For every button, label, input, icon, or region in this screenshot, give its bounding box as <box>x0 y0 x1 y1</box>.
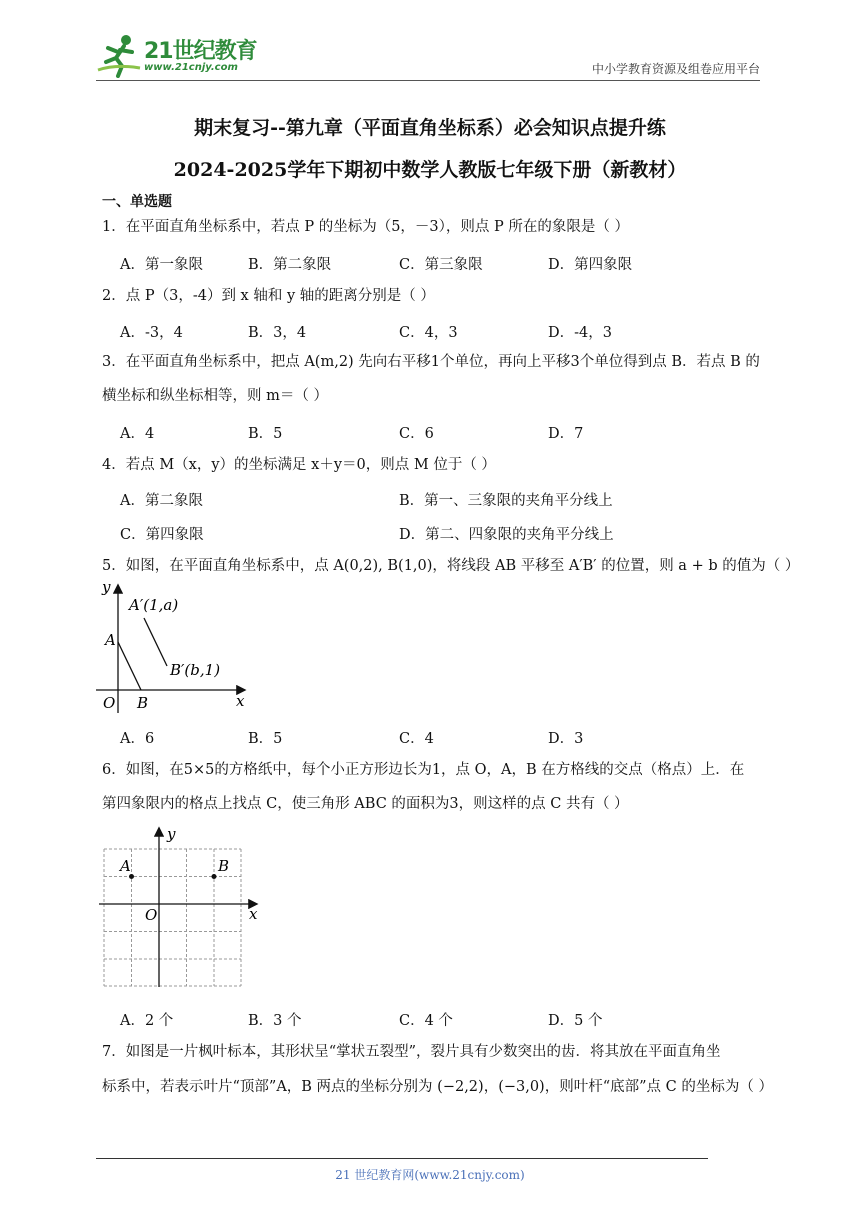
q4-option-c: C．第四象限 <box>120 527 204 543</box>
footer-text: 21 世纪教育网(www.21cnjy.com) <box>335 1168 525 1182</box>
q5-segment-ab <box>118 642 141 690</box>
question-3-text-cont: 横坐标和纵坐标相等，则 m＝（ ） <box>102 388 328 404</box>
page-header <box>96 30 760 82</box>
logo-text: 21世纪教育 <box>144 39 257 64</box>
q1-option-a: A．第一象限 <box>120 257 203 273</box>
q2-option-a: A．-3，4 <box>120 325 183 341</box>
q6-grid-figure <box>96 825 266 990</box>
q2-option-b: B．3，4 <box>248 325 307 341</box>
title-line-1: 期末复习--第九章（平面直角坐标系）必会知识点提升练 <box>194 117 666 139</box>
q3-option-b: B．5 <box>248 426 283 442</box>
question-7-text: 7．如图是一片枫叶标本，其形状呈“掌状五裂型”，裂片具有少数突出的齿．将其放在平面直角坐 <box>102 1044 721 1060</box>
q5-option-c: C．4 <box>399 731 434 747</box>
q4-option-d: D．第二、四象限的夹角平分线上 <box>399 527 614 543</box>
question-3-text: 3．在平面直角坐标系中，把点 A(m,2) 先向右平移1个单位，再向上平移3个单位得到点 B．若点 B 的 <box>102 354 760 370</box>
q4-option-b: B．第一、三象限的夹角平分线上 <box>399 493 613 509</box>
question-4-text: 4．若点 M（x，y）的坐标满足 x＋y＝0，则点 M 位于（ ） <box>102 457 496 473</box>
q6-option-b: B．3 个 <box>248 1013 302 1029</box>
q4-option-a: A．第二象限 <box>120 493 203 509</box>
q5-segment-a1b1 <box>144 618 167 666</box>
q3-option-a: A．4 <box>120 426 155 442</box>
q6-option-a: A．2 个 <box>120 1013 174 1029</box>
q5-option-a: A．6 <box>120 731 155 747</box>
header-divider <box>96 80 760 81</box>
question-6-text-cont: 第四象限内的格点上找点 C，使三角形 ABC 的面积为3，则这样的点 C 共有（ ） <box>102 796 629 812</box>
logo-url: www.21cnjy.com <box>144 62 238 73</box>
q2-option-d: D．-4，3 <box>548 325 612 341</box>
q6-option-c: C．4 个 <box>399 1013 453 1029</box>
q5-label-o: O <box>103 694 116 712</box>
q5-option-d: D．3 <box>548 731 584 747</box>
q6-point-b <box>212 874 217 879</box>
q2-option-c: C．4，3 <box>399 325 458 341</box>
q6-x-label: x <box>249 905 258 923</box>
q5-label-a: A <box>105 631 116 649</box>
site-logo <box>96 30 266 80</box>
q5-label-b: B <box>137 694 149 712</box>
q5-label-a-prime: A′(1,a) <box>129 596 179 614</box>
question-2-text: 2．点 P（3，-4）到 x 轴和 y 轴的距离分别是（ ） <box>102 288 435 304</box>
q1-option-c: C．第三象限 <box>399 257 483 273</box>
platform-label: 中小学教育资源及组卷应用平台 <box>591 62 760 76</box>
q5-label-b-prime: B′(b,1) <box>170 661 221 679</box>
title-line-2: 2024-2025学年下期初中数学人教版七年级下册（新教材） <box>173 159 687 181</box>
runner-logo-icon <box>96 30 144 78</box>
q5-option-b: B．5 <box>248 731 283 747</box>
q6-option-d: D．5 个 <box>548 1013 603 1029</box>
q5-figure <box>96 578 256 718</box>
q3-option-d: D．7 <box>548 426 584 442</box>
question-1-text: 1．在平面直角坐标系中，若点 P 的坐标为（5，－3），则点 P 所在的象限是（ ） <box>102 219 629 235</box>
q6-label-o: O <box>145 906 158 924</box>
q6-y-label: y <box>167 825 176 843</box>
q5-x-label: x <box>236 692 245 710</box>
footer-divider <box>96 1158 708 1159</box>
q6-label-b: B <box>218 857 230 875</box>
q1-option-d: D．第四象限 <box>548 257 633 273</box>
question-7-text-cont: 标系中，若表示叶片“顶部”A，B 两点的坐标分别为 (−2,2)，(−3,0)，则叶杆“底部”点 C 的坐标为（ ） <box>102 1079 773 1095</box>
section-heading: 一、单选题 <box>102 194 172 210</box>
question-6-text: 6．如图，在5×5的方格纸中，每个小正方形边长为1，点 O，A，B 在方格线的交点（格点）上．在 <box>102 762 745 778</box>
q5-y-label: y <box>102 578 111 596</box>
q3-option-c: C．6 <box>399 426 434 442</box>
question-5-text: 5．如图，在平面直角坐标系中，点 A(0,2), B(1,0)，将线段 AB 平移至 A′B′ 的位置，则 a + b 的值为（ ） <box>102 558 800 574</box>
q6-label-a: A <box>120 857 131 875</box>
q1-option-b: B．第二象限 <box>248 257 332 273</box>
